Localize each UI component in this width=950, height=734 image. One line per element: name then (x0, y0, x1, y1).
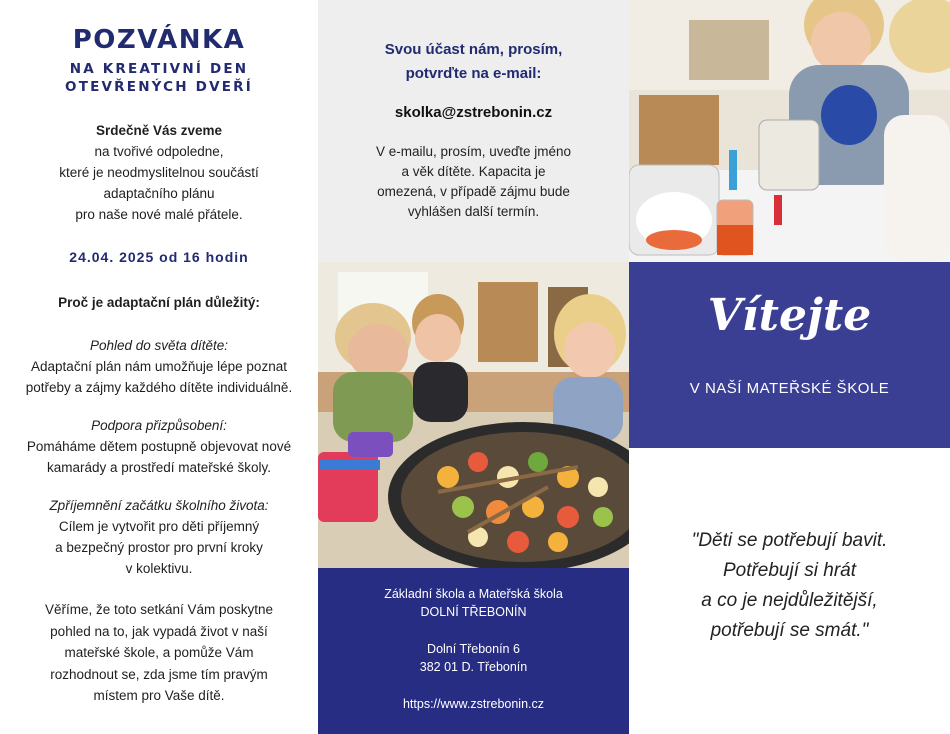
closing-line: rozhodnout se, zda jsme tím pravým (50, 666, 268, 682)
welcome-title: Vítejte (707, 290, 872, 341)
section-line: Cílem je vytvořit pro děti příjemný (58, 519, 260, 534)
address-street: Dolní Třebonín 6 (427, 642, 520, 656)
rsvp-note-line: omezená, v případě zájmu bude (377, 184, 570, 199)
event-date: 24.04. 2025 od 16 hodin (69, 249, 249, 265)
greeting-block (0, 120, 318, 225)
section-heading: Zpříjemnění začátku školního života: (49, 498, 269, 513)
section-line: Pomáháme dětem postupně objevovat nové (26, 439, 292, 454)
invitation-subtitle-1: NA KREATIVNÍ DEN (69, 61, 249, 77)
invitation-subtitle-2: OTEVŘENÝCH DVEŘÍ (65, 79, 253, 95)
section-line: potřeby a zájmy každého dítěte individuálně. (25, 380, 293, 395)
invitation-column (0, 0, 318, 734)
school-name-block (318, 585, 629, 621)
rsvp-panel (318, 0, 629, 262)
children-experiment-photo (629, 0, 950, 262)
section-line: a bezpečný prostor pro první kroky (55, 540, 263, 555)
section-heading: Pohled do světa dítěte: (89, 338, 229, 353)
welcome-column (629, 0, 950, 734)
rsvp-note-line: a věk dítěte. Kapacita je (401, 164, 546, 179)
rsvp-heading (318, 38, 629, 86)
greeting-heading: Srdečně Vás zveme (95, 123, 223, 138)
school-website-link[interactable]: https://www.zstrebonin.cz (402, 697, 545, 711)
greeting-line: které je neodmyslitelnou součástí (59, 165, 259, 180)
contact-column (318, 0, 629, 734)
section-school-start (0, 495, 318, 579)
welcome-banner (629, 262, 950, 448)
section-heading: Podpora přizpůsobení: (91, 418, 227, 433)
rsvp-line: potvrďte na e-mail: (405, 65, 542, 82)
greeting-line: na tvořivé odpoledne, (94, 144, 224, 159)
section-line: kamarády a prostředí mateřské školy. (46, 460, 272, 475)
section-line: Adaptační plán nám umožňuje lépe poznat (31, 359, 287, 374)
rsvp-note-line: vyhlášen další termín. (407, 204, 540, 219)
rsvp-email-link[interactable]: skolka@zstrebonin.cz (394, 104, 553, 121)
welcome-subtitle: V NAŠÍ MATEŘSKÉ ŠKOLE (689, 380, 890, 397)
children-experiment-illustration (629, 0, 950, 262)
quote-line: potřebují se smát." (710, 620, 869, 641)
rsvp-line: Svou účast nám, prosím, (384, 41, 563, 58)
quote-line: Potřebují si hrát (722, 560, 857, 581)
closing-line: pohled na to, jak vypadá život v naší (50, 623, 268, 639)
children-crafting-photo (318, 262, 629, 568)
address-city: 382 01 D. Třebonín (419, 660, 528, 674)
rsvp-note-line: V e-mailu, prosím, uveďte jméno (375, 144, 572, 159)
section-child-view (0, 335, 318, 398)
why-heading: Proč je adaptační plán důležitý: (58, 295, 260, 310)
children-crafting-illustration (318, 262, 629, 568)
section-adaptation (0, 415, 318, 478)
greeting-line: adaptačního plánu (103, 186, 215, 201)
closing-block (0, 599, 318, 707)
closing-line: Věříme, že toto setkání Vám poskytne (44, 602, 274, 617)
quote-block (629, 526, 950, 646)
greeting-line: pro naše nové malé přátele. (75, 207, 243, 222)
school-location: DOLNÍ TŘEBONÍN (420, 605, 527, 619)
invitation-title: POZVÁNKA (72, 25, 246, 55)
rsvp-note (318, 142, 629, 222)
closing-line: místem pro Vaše dítě. (93, 688, 225, 703)
quote-line: a co je nejdůležitější, (701, 590, 878, 611)
quote-line: "Děti se potřebují bavit. (691, 530, 888, 551)
school-address (318, 640, 629, 676)
school-contact-panel (318, 568, 629, 734)
section-line: v kolektivu. (125, 561, 193, 576)
closing-line: mateřské škole, a pomůže Vám (64, 645, 254, 660)
school-name: Základní škola a Mateřská škola (384, 587, 563, 601)
